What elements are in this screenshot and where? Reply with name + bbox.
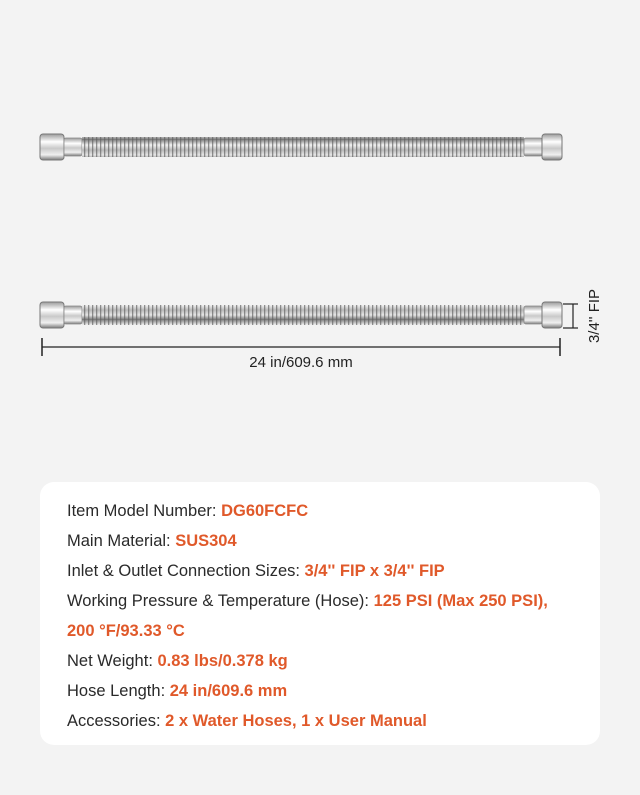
spec-label: Net Weight: [67,652,158,670]
spec-value: 200 °F/93.33 °C [67,622,185,640]
hose-bottom [40,302,562,328]
hose-top-nut-left [40,134,64,160]
spec-hose-length [67,676,600,706]
length-dimension-label: 24 in/609.6 mm [249,354,353,371]
connection-dimension-label: 3/4'' FIP [586,288,603,344]
spec-net-weight [67,646,600,676]
spec-value: 125 PSI (Max 250 PSI), [373,592,548,610]
hose-top [40,134,562,160]
spec-label: Item Model Number: [67,502,222,520]
hose-bottom-nut-left [40,302,64,328]
spec-accessories [67,706,600,736]
spec-model-number [67,496,600,526]
spec-label: Accessories: [67,712,166,730]
spec-value: DG60FCFC [221,502,309,520]
hose-top-corrugated-tube [82,137,524,157]
spec-label: Working Pressure & Temperature (Hose): [67,592,374,610]
spec-value: SUS304 [175,532,237,550]
spec-value: 0.83 lbs/0.378 kg [157,652,288,670]
hose-top-nut-right [542,134,562,160]
hose-bottom-corrugated-tube [82,305,524,325]
spec-value: 2 x Water Hoses, 1 x User Manual [165,712,427,730]
spec-working-pressure [67,586,600,616]
spec-label: Main Material: [67,532,176,550]
length-dimension [42,338,560,371]
hose-top-ferrule-left [64,138,82,156]
specification-card [40,482,600,745]
connection-dimension [563,289,603,343]
spec-value: 24 in/609.6 mm [169,682,288,700]
hose-top-ferrule-right [524,138,542,156]
spec-value: 3/4'' FIP x 3/4'' FIP [304,562,445,580]
spec-label: Inlet & Outlet Connection Sizes: [67,562,305,580]
hose-bottom-ferrule-left [64,306,82,324]
spec-label: Hose Length: [67,682,170,700]
spec-main-material [67,526,600,556]
spec-connection-sizes [67,556,600,586]
spec-working-temperature [67,616,600,646]
hose-bottom-nut-right [542,302,562,328]
hose-bottom-ferrule-right [524,306,542,324]
